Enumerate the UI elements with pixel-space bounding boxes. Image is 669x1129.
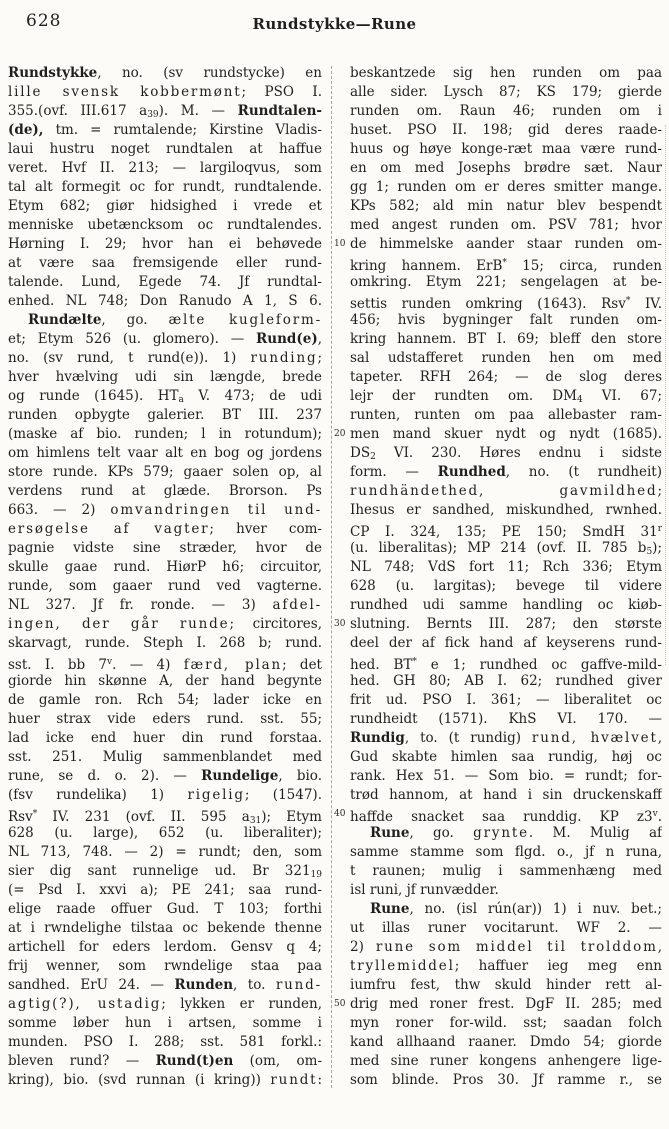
text-line: [8, 349, 322, 368]
text-run: drig med roner frest. DgF II. 285; med: [350, 996, 662, 1012]
text-run: runde, som gaaer rund ved vagterne.: [8, 578, 322, 594]
text-run: (fsv rundelika) 1): [8, 787, 188, 803]
text-run: 19: [310, 870, 322, 880]
text-line: [350, 653, 662, 672]
text-run: 2: [370, 452, 376, 462]
text-run: IV. 231 (ovf. II. 595 a: [37, 809, 250, 824]
text-line: [8, 653, 322, 672]
text-run: Hørning I. 29; hvor han ei behøvede: [8, 236, 322, 252]
text-run: sandhed. ErU 24. —: [8, 977, 175, 993]
text-run: rank. Hex 51. — Som bio. = rundt; for-: [350, 768, 662, 784]
text-run: VI. 67;: [582, 388, 662, 404]
gutter-line-number: 40: [334, 809, 348, 819]
text-run: 39: [147, 110, 159, 120]
text-run: kring hannem. ErB: [350, 258, 503, 273]
text-run: færd, plan: [183, 657, 283, 672]
text-run: frit ud. PSO I. 361; — liberalitet oc: [350, 692, 662, 708]
text-run: Rundstykke: [8, 65, 98, 81]
text-line: [8, 140, 322, 159]
text-line: [8, 159, 322, 178]
text-line: [8, 1071, 322, 1090]
text-run: omvandringen til und-: [110, 502, 322, 518]
text-run: v: [107, 657, 113, 667]
text-run: ; hver com-: [209, 521, 322, 537]
text-line: [8, 919, 322, 938]
text-run: trød hannom, at hand i sin druckenskaff: [350, 787, 662, 803]
text-line: [350, 729, 662, 748]
text-line: [350, 539, 662, 558]
text-run: 2): [350, 939, 376, 955]
text-run: lille svensk kobbermønt: [8, 84, 242, 100]
text-run: Runden: [174, 977, 234, 993]
text-run: skulle gaae rund. HiørP h6; circuitor,: [8, 559, 322, 575]
text-line: [350, 938, 662, 957]
text-run: ;: [317, 350, 322, 366]
text-run: NL 713, 748. — 2) = rundt; den, som: [8, 844, 322, 860]
text-run: 15; circa, runden: [506, 258, 662, 273]
text-line: [8, 254, 322, 273]
text-run: en om med Josephs brødre sæt. Naur: [350, 160, 662, 176]
text-run: bleven rund? —: [8, 1053, 156, 1069]
text-run: *: [502, 258, 507, 268]
text-run: . M. Mulig af: [528, 825, 662, 841]
text-line: [8, 425, 322, 444]
text-line: [350, 273, 662, 292]
text-run: runding: [250, 350, 318, 366]
right-column: [350, 64, 662, 1090]
text-run: kring hannem. BT I. 69; bleff den store: [350, 331, 662, 347]
text-line: [350, 406, 662, 425]
text-run: afdel-: [272, 597, 322, 613]
text-run: (u. liberalitas); MP 214 (ovf. II. 785 b: [350, 540, 647, 556]
text-run: Rune: [370, 901, 410, 917]
text-run: somme løber hun i artsen, somme i: [8, 1015, 322, 1031]
text-run: beskantzede sig hen runden om paa: [350, 65, 662, 81]
text-line: [350, 995, 662, 1014]
text-run: munden. PSO I. 288; sst. 581 forkl.:: [8, 1034, 322, 1050]
text-run: no. (sv rund, t rund(e)). 1): [8, 350, 251, 366]
text-line: [350, 1014, 662, 1033]
text-run: ersøgelse af vagter: [8, 521, 210, 537]
gutter-line-number: 30: [334, 619, 348, 629]
text-run: rundt: [270, 1072, 318, 1088]
text-run: Rund(e): [256, 331, 318, 347]
text-run: at i rwndelighe tilstaa oc bekende thenne: [8, 920, 322, 936]
text-line: [8, 729, 322, 748]
text-run: settis runden omkring (1643). Rsv: [350, 296, 626, 311]
text-line: [8, 976, 322, 995]
text-run: Rundtalen-: [237, 103, 322, 119]
text-run: veret. Hvf II. 213; — largiloqvus, som: [8, 160, 322, 176]
text-line: [8, 748, 322, 767]
text-run: );: [652, 540, 662, 556]
text-line: [8, 482, 322, 501]
text-run: Rundælte: [28, 312, 102, 328]
text-line: [8, 805, 322, 824]
text-run: tal alt formegit oc for rundt, rundtalende.: [8, 179, 322, 195]
text-line: [8, 691, 322, 710]
text-run: Ihesus er sandhed, miskundhed, rwnhed.: [350, 502, 662, 518]
text-line: [8, 83, 322, 102]
text-run: artichell for eders lerdom. Gensv q 4;: [8, 939, 322, 955]
text-line: [8, 862, 322, 881]
text-run: grynte: [473, 825, 529, 841]
text-line: [8, 235, 322, 254]
text-run: ælte kugleform-: [168, 312, 322, 328]
text-line: [350, 824, 662, 843]
text-run: (de),: [8, 122, 44, 138]
text-run: et; Etym 526 (u. glomero). —: [8, 331, 257, 347]
text-line: [350, 292, 662, 311]
text-line: [8, 634, 322, 653]
text-run: skarvagt, runde. Steph I. 268 b; rund.: [8, 635, 322, 651]
text-line: [8, 957, 322, 976]
text-run: t raunen; mulig i sammenhæng med: [350, 863, 662, 879]
text-line: [350, 691, 662, 710]
text-run: Rundig: [350, 730, 405, 746]
text-run: ; det: [282, 657, 322, 672]
text-run: huus og høye konge-ræt maa være rund-: [350, 141, 662, 157]
text-run: haffde snacket saa runddig. KP z3: [350, 809, 653, 824]
text-line: [350, 634, 662, 653]
text-run: med sine runer kongens anhengere lige-: [350, 1053, 662, 1069]
text-line: [350, 159, 662, 178]
text-run: om himlens telt vaar alt en bog og jordens: [8, 445, 322, 461]
text-run: ingen, der går runde: [8, 616, 230, 632]
text-run: sst. I. bb 7: [8, 657, 108, 672]
text-run: runden opbygte galerier. BT III. 237: [8, 407, 322, 423]
text-run: myn roner for-wild. sst; saadan folch: [350, 1015, 662, 1031]
text-line: [350, 254, 662, 273]
text-line: [350, 178, 662, 197]
text-line: [8, 938, 322, 957]
text-run: sst. 251. Mulig sammenblandet med: [8, 749, 322, 765]
scan-edge-artifact: [665, 125, 666, 665]
text-run: deel der af fick hand af keyserens rund-: [350, 635, 662, 651]
text-run: 5: [646, 547, 653, 557]
text-run: V. 473; de udi: [183, 388, 322, 404]
text-run: Rune: [370, 825, 410, 841]
text-run: ); Etym: [261, 809, 322, 824]
text-line: [350, 805, 662, 824]
text-line: [350, 368, 662, 387]
text-run: rune som middel til trolddom: [375, 939, 658, 955]
text-run: ,: [317, 331, 322, 347]
text-line: [8, 178, 322, 197]
text-line: [350, 900, 662, 919]
text-line: [8, 64, 322, 83]
text-line: [350, 216, 662, 235]
text-run: KPs 582; ald min natur blev bespendt: [350, 198, 662, 214]
text-run: Rundhed: [437, 464, 506, 480]
text-run: *: [625, 296, 631, 306]
text-run: giorde hin skønne A, der hand begynte: [8, 673, 322, 689]
text-run: 4: [576, 395, 583, 405]
text-run: , no. (sv rundstycke) en: [97, 65, 322, 81]
text-line: [8, 615, 322, 634]
text-line: [8, 292, 322, 311]
text-run: Rund(t)en: [155, 1053, 234, 1069]
text-run: sal udstafferet runden hen om med: [350, 350, 662, 366]
text-line: [8, 311, 322, 330]
text-line: [350, 786, 662, 805]
gutter-line-number: 50: [334, 999, 348, 1009]
text-run: rune, se d. o. 2). —: [8, 768, 202, 784]
text-run: hed. BT: [350, 657, 413, 672]
text-run: VI. 230. Høres endnu i sidste: [375, 445, 662, 461]
text-run: *: [412, 657, 417, 667]
text-line: [350, 520, 662, 539]
text-line: [8, 786, 322, 805]
text-run: , no. (isl rún(ar)) 1) i nuv. bet.;: [409, 901, 662, 917]
running-header: Rundstykke—Rune: [252, 15, 417, 33]
text-run: 456; hvis bygninger falt runden om-: [350, 312, 662, 328]
text-line: [8, 197, 322, 216]
text-run: rundhändethed, gavmildhed: [350, 483, 658, 499]
text-line: [8, 406, 322, 425]
text-line: [8, 387, 322, 406]
text-line: [8, 710, 322, 729]
text-run: huer strax vide eders rund. sst. 55;: [8, 711, 322, 727]
text-run: alle sider. Lysch 87; KS 179; gierde: [350, 84, 662, 100]
text-line: [8, 121, 322, 140]
text-run: 31: [249, 816, 262, 824]
text-run: kring), bio. (svd runnan (i kring)): [8, 1072, 271, 1088]
text-run: CP I. 324, 135; PE 150; SmdH 31: [350, 524, 658, 539]
text-line: [8, 368, 322, 387]
text-run: (= Psd I. xxvi a); PE 241; saa rund-: [8, 882, 322, 898]
text-line: [350, 957, 662, 976]
text-run: store runde. KPs 579; gaaer solen op, al: [8, 464, 322, 480]
left-column: [8, 64, 322, 1090]
text-run: gg 1; runden om er deres smitter mange.: [350, 179, 662, 195]
text-run: isl runi, jf runvædder.: [350, 882, 499, 898]
text-run: omkring. Etym 221; sengelagen at be-: [350, 274, 662, 290]
text-run: rundhed udi samme handling oc kiøb-: [350, 597, 662, 613]
text-line: [8, 539, 322, 558]
text-line: [8, 273, 322, 292]
text-line: [350, 919, 662, 938]
text-run: ;: [657, 483, 662, 499]
text-run: a: [178, 395, 184, 405]
text-run: at være saa fremsigende eller rund-: [8, 255, 322, 271]
text-run: iumfru fest, thw skuld hinder rett al-: [350, 977, 662, 993]
text-line: [350, 197, 662, 216]
text-line: [350, 387, 662, 406]
text-line: [8, 216, 322, 235]
text-line: [8, 102, 322, 121]
text-run: form. —: [350, 464, 438, 480]
text-run: rigelig: [187, 787, 245, 803]
text-line: [8, 596, 322, 615]
text-line: [8, 558, 322, 577]
text-run: .: [657, 809, 662, 824]
text-run: NL 748; VdS fort 11; Rch 336; Etym: [350, 559, 662, 575]
text-line: [350, 976, 662, 995]
text-line: [8, 501, 322, 520]
text-line: [8, 843, 322, 862]
text-run: rund, hvælvet: [531, 730, 658, 746]
text-run: ). M. —: [158, 103, 238, 119]
text-line: [350, 577, 662, 596]
text-run: v: [652, 809, 658, 819]
text-run: (maske af bio. runden; l in rotundum);: [8, 426, 322, 442]
text-run: tapeter. RFH 264; — de slog deres: [350, 369, 662, 385]
text-run: 663. — 2): [8, 502, 111, 518]
gutter-line-number: 20: [334, 429, 348, 439]
text-run: laui hustru noget rundtalen at haffue: [8, 141, 322, 157]
text-run: sier dig sant runnelige ud. Br 321: [8, 863, 311, 879]
text-line: [350, 64, 662, 83]
text-line: [350, 558, 662, 577]
text-line: [350, 1071, 662, 1090]
text-run: 628 (u. large), 652 (u. liberaliter);: [8, 825, 322, 841]
text-line: [8, 1052, 322, 1071]
text-run: lad icke end huer din rund forstaa.: [8, 730, 322, 746]
text-line: [350, 121, 662, 140]
text-run: talende. Lund, Egede 74. Jf rundtal-: [8, 274, 322, 290]
text-line: [350, 330, 662, 349]
text-run: slutning. Bernts III. 287; den største: [350, 616, 662, 632]
text-run: Gud skabte himlen saa rundig, høj oc: [350, 749, 662, 765]
text-run: og runde (1645). HT: [8, 388, 179, 404]
text-run: runten, runten om paa allebaster ram-: [350, 407, 662, 423]
text-run: tm. = rumtalende; Kirstine Vladis-: [43, 122, 322, 138]
text-line: [350, 482, 662, 501]
text-line: [8, 1033, 322, 1052]
text-run: verdens rund at glæde. Brorson. Ps: [8, 483, 322, 499]
text-line: [350, 140, 662, 159]
text-run: hver hvælving udi sin længde, brede: [8, 369, 322, 385]
text-run: menniske ubetæncksom oc rundtalendes.: [8, 217, 322, 233]
text-run: hed. GH 80; AB I. 62; rundhed giver: [350, 673, 662, 689]
text-run: ; PSO I.: [241, 84, 322, 100]
text-line: [8, 900, 322, 919]
text-line: [8, 577, 322, 596]
text-run: med angest runden om. PSV 781; hvor: [350, 217, 662, 233]
text-run: runden om. Raun 46; runden om i: [350, 103, 662, 119]
text-line: [8, 463, 322, 482]
text-run: de gamle ron. Rch 54; lader icke en: [8, 692, 322, 708]
text-run: som blinde. Pros 30. Jf ramme r., se: [350, 1072, 662, 1088]
page-number: 628: [26, 11, 62, 31]
text-run: Rsv: [8, 809, 33, 824]
gutter-line-number: 10: [334, 239, 348, 249]
text-run: ,: [657, 730, 662, 746]
text-line: [350, 1052, 662, 1071]
text-run: samme stamme som flgd. o., jf n runa,: [350, 844, 662, 860]
text-line: [350, 596, 662, 615]
text-line: [350, 83, 662, 102]
text-line: [8, 995, 322, 1014]
text-line: [350, 862, 662, 881]
text-line: [350, 444, 662, 463]
text-line: [350, 767, 662, 786]
text-run: rundheidt (1571). KhS VI. 170. —: [350, 711, 662, 727]
text-run: huset. PSO II. 198; gid deres raade-: [350, 122, 662, 138]
text-line: [350, 463, 662, 482]
text-run: (om, om-: [233, 1053, 322, 1069]
text-line: [8, 1014, 322, 1033]
text-run: e 1; rundhed oc gaffve-mild-: [416, 657, 662, 672]
text-run: IV.: [630, 296, 662, 311]
text-line: [350, 710, 662, 729]
text-run: de himmelske aander staar runden om-: [350, 236, 662, 252]
text-line: [350, 1033, 662, 1052]
text-line: [350, 748, 662, 767]
text-run: , to. (t rundig): [404, 730, 532, 746]
text-run: , go.: [409, 825, 474, 841]
text-line: [8, 824, 322, 843]
text-line: [8, 767, 322, 786]
text-run: , to.: [233, 977, 276, 993]
text-line: [350, 672, 662, 691]
text-run: , go.: [101, 312, 169, 328]
text-run: ; circitores,: [229, 616, 322, 632]
text-run: , no. (t rundheit): [505, 464, 662, 480]
text-run: agtig(?), ustadig: [8, 996, 162, 1012]
text-line: [350, 843, 662, 862]
text-run: ,: [657, 939, 662, 955]
text-run: pagnie vidste sine stræder, hvor de: [8, 540, 322, 556]
text-run: . — 4): [112, 657, 184, 672]
text-line: [8, 330, 322, 349]
text-line: [350, 235, 662, 254]
text-line: [8, 881, 322, 900]
text-run: ut illas runer vocitarunt. WF 2. —: [350, 920, 662, 936]
column-divider: [331, 66, 332, 1088]
text-line: [8, 520, 322, 539]
text-run: Etym 682; giør hidsighed i vrede et: [8, 198, 322, 214]
text-run: ; (1547).: [244, 787, 322, 803]
text-run: NL 327. Jf fr. ronde. — 3): [8, 597, 273, 613]
text-line: [350, 102, 662, 121]
text-run: enhed. NL 748; Don Ranudo A 1, S 6.: [8, 293, 322, 309]
text-run: men mand skuer nydt og nydt (1685).: [350, 426, 662, 442]
text-line: [350, 425, 662, 444]
text-run: frij wenner, som rwndelige staa paa: [8, 958, 322, 974]
text-line: [8, 672, 322, 691]
text-run: rund-: [275, 977, 322, 993]
text-line: [350, 881, 662, 900]
text-run: 355.(ovf. III.617 a: [8, 103, 148, 119]
text-run: :: [317, 1072, 322, 1088]
text-run: *: [32, 809, 38, 819]
text-line: [8, 444, 322, 463]
text-run: DS: [350, 445, 371, 461]
text-run: ; haffuer ieg meg enn: [454, 958, 662, 974]
text-line: [350, 615, 662, 634]
text-run: ; lykken er runden,: [161, 996, 322, 1012]
text-line: [350, 501, 662, 520]
text-run: Rundelige: [201, 768, 279, 784]
text-run: elige raade offuer Gud. T 103; forthi: [8, 901, 322, 917]
text-run: lejr der rundten om. DM: [350, 388, 577, 404]
text-run: , bio.: [278, 768, 322, 784]
text-run: r: [657, 524, 662, 534]
text-line: [350, 349, 662, 368]
text-run: kand allhaand raaner. Dmdo 54; giorde: [350, 1034, 662, 1050]
text-run: tryllemiddel: [350, 958, 455, 974]
text-line: [350, 311, 662, 330]
text-run: 628 (u. largitas); bevege til videre: [350, 578, 662, 594]
